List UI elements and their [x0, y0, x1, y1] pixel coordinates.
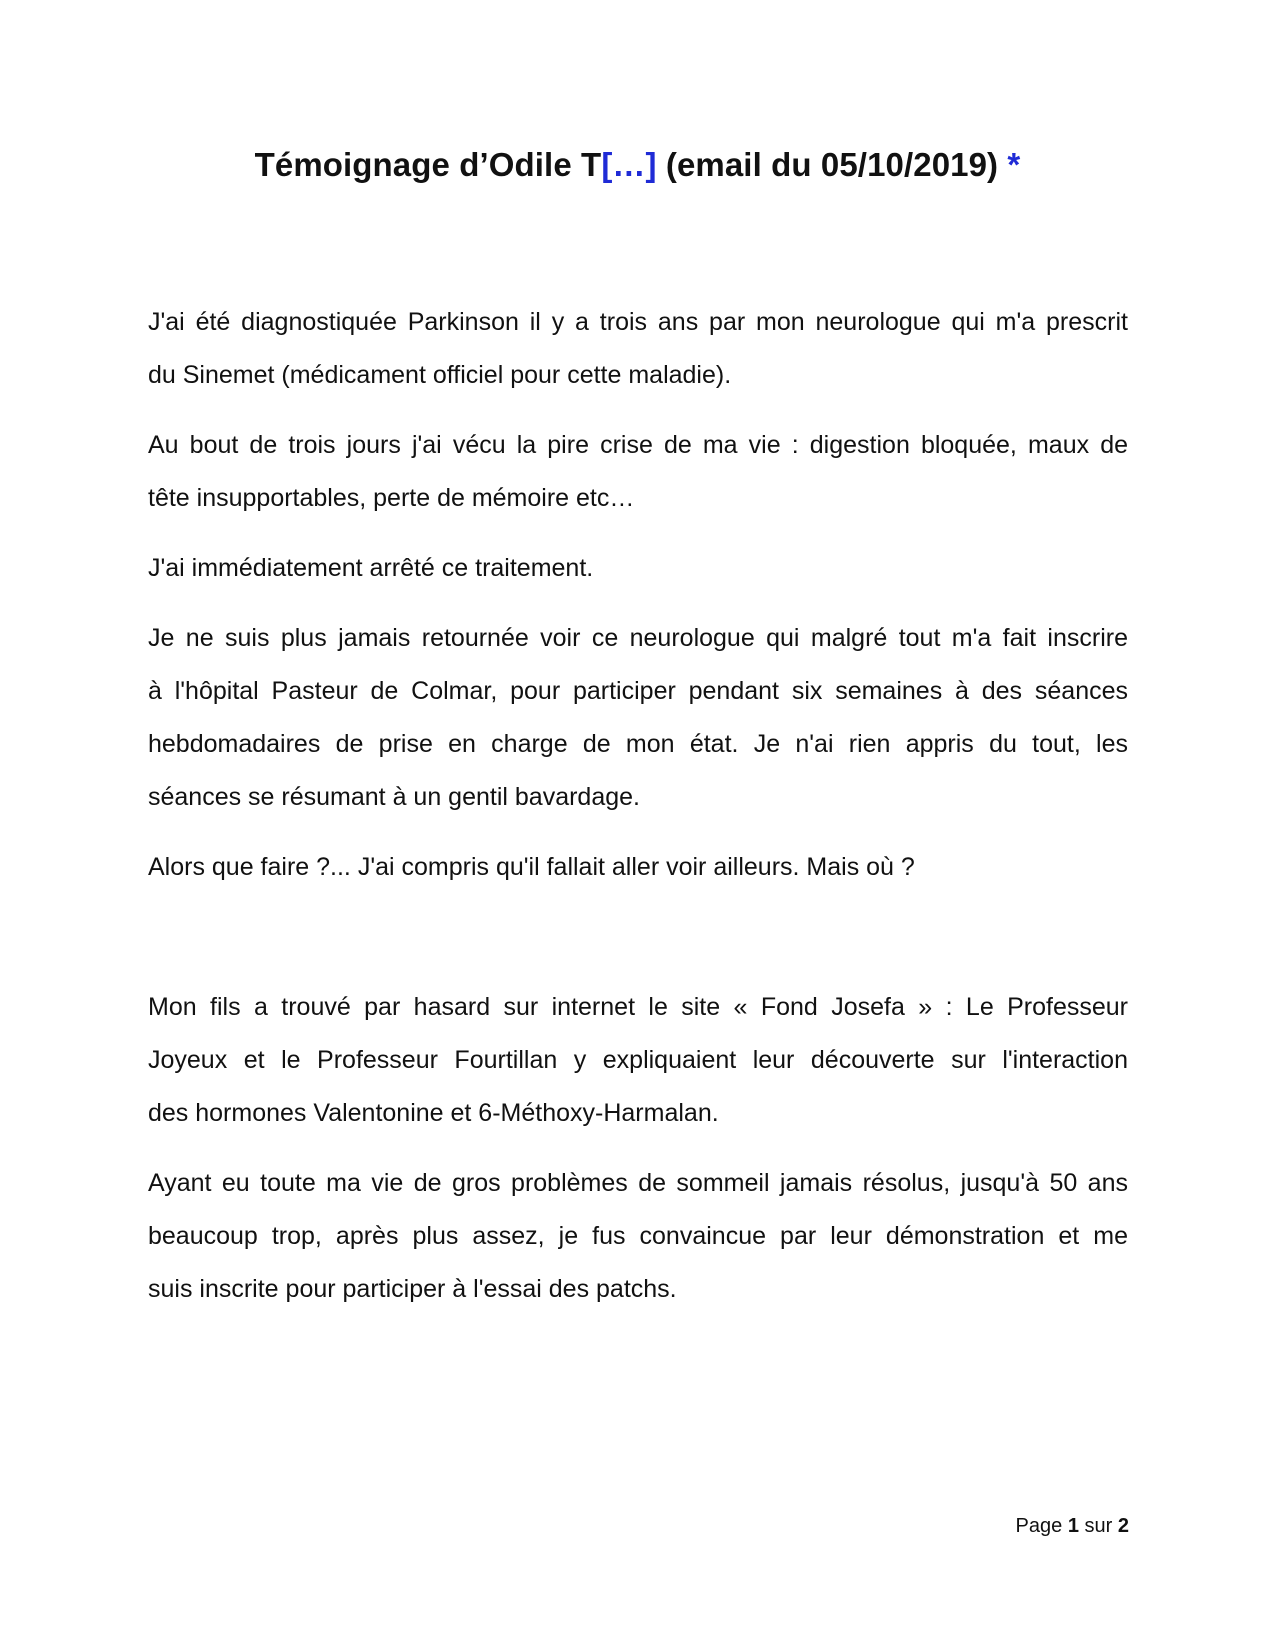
- paragraph-line: Au bout de trois jours j'ai vécu la pire crise de ma vie : digestion bloquée, maux de: [148, 431, 1128, 459]
- paragraph-line: séances se résumant à un gentil bavardage.: [148, 783, 640, 811]
- paragraph-group-1: [148, 296, 1128, 894]
- paragraph: [148, 981, 1128, 1140]
- footer-page-number: 1: [1067, 1515, 1079, 1537]
- title-redacted-mark: […]: [601, 146, 657, 183]
- page-footer: [1016, 1515, 1129, 1538]
- paragraph-line: J'ai été diagnostiquée Parkinson il y a trois ans par mon neurologue qui m'a prescrit: [148, 308, 1128, 336]
- title-asterisk: *: [1007, 146, 1021, 183]
- footer-page-total: 2: [1117, 1515, 1129, 1537]
- footer-page-word: Page: [1015, 1515, 1063, 1537]
- paragraph-line: Ayant eu toute ma vie de gros problèmes de sommeil jamais résolus, jusqu'à 50 ans: [148, 1169, 1128, 1197]
- title-suffix: (email du 05/10/2019): [656, 146, 1008, 183]
- document-title: [0, 146, 1275, 184]
- document-body: [148, 296, 1128, 1333]
- paragraph-line: Mon fils a trouvé par hasard sur internet le site « Fond Josefa » : Le Professeur: [148, 993, 1128, 1021]
- paragraph: [148, 542, 1128, 595]
- paragraph-line: beaucoup trop, après plus assez, je fus convaincue par leur démonstration et me: [148, 1222, 1128, 1250]
- paragraph: [148, 1157, 1128, 1316]
- paragraph-line: Je ne suis plus jamais retournée voir ce neurologue qui malgré tout m'a fait inscrire: [148, 624, 1128, 652]
- paragraph-group-2: [148, 981, 1128, 1316]
- paragraph: [148, 296, 1128, 402]
- title-prefix: Témoignage d’Odile T: [254, 146, 602, 183]
- paragraph-line: J'ai immédiatement arrêté ce traitement.: [148, 554, 594, 582]
- paragraph: [148, 612, 1128, 824]
- paragraph: [148, 841, 1128, 894]
- paragraph-line: du Sinemet (médicament officiel pour cette maladie).: [148, 361, 732, 389]
- paragraph-line: Alors que faire ?... J'ai compris qu'il fallait aller voir ailleurs. Mais où ?: [148, 853, 915, 881]
- footer-sur-word: sur: [1084, 1515, 1113, 1537]
- paragraph: [148, 419, 1128, 525]
- paragraph-line: hebdomadaires de prise en charge de mon état. Je n'ai rien appris du tout, les: [148, 730, 1128, 758]
- section-gap: [148, 911, 1128, 981]
- paragraph-line: suis inscrite pour participer à l'essai des patchs.: [148, 1275, 677, 1303]
- paragraph-line: à l'hôpital Pasteur de Colmar, pour participer pendant six semaines à des séances: [148, 677, 1128, 705]
- paragraph-line: des hormones Valentonine et 6-Méthoxy-Harmalan.: [148, 1099, 719, 1127]
- paragraph-line: Joyeux et le Professeur Fourtillan y expliquaient leur découverte sur l'interaction: [148, 1046, 1128, 1074]
- paragraph-line: tête insupportables, perte de mémoire etc…: [148, 484, 635, 512]
